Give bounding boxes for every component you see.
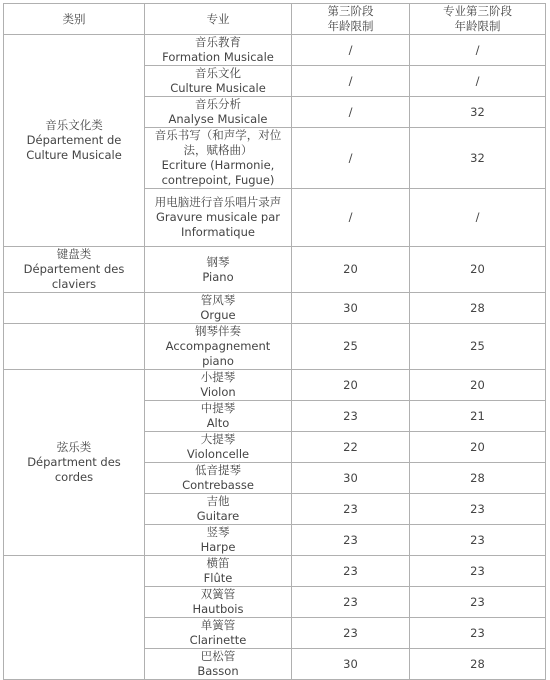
specialty-name-zh: 低音提琴 xyxy=(195,463,241,477)
category-cell xyxy=(4,324,145,370)
specialty-name-zh: 大提琴 xyxy=(200,432,236,446)
specialty-cell xyxy=(145,97,292,128)
specialty-stage3-age-limit: 28 xyxy=(410,649,546,680)
category-cell xyxy=(4,293,145,324)
header-stage3-line2: 年龄限制 xyxy=(327,19,374,33)
specialty-name-fr: Guitare xyxy=(196,509,240,523)
stage3-age-limit: 23 xyxy=(292,556,410,587)
specialty-name-zh: 吉他 xyxy=(206,494,230,508)
specialty-name-fr: Harpe xyxy=(200,540,236,554)
specialty-stage3-age-limit: 32 xyxy=(410,128,546,189)
specialty-stage3-age-limit: 20 xyxy=(410,247,546,293)
specialty-name-fr: Analyse Musicale xyxy=(168,112,268,126)
specialty-stage3-age-limit: / xyxy=(410,35,546,66)
specialty-stage3-age-limit: 20 xyxy=(410,432,546,463)
category-label: claviers xyxy=(51,277,97,291)
header-specialty-stage3-line1: 专业第三阶段 xyxy=(443,4,512,18)
specialty-cell xyxy=(145,370,292,401)
category-cell xyxy=(4,35,145,247)
specialty-cell xyxy=(145,463,292,494)
header-specialty-stage3-line2: 年龄限制 xyxy=(454,19,501,33)
specialty-name-fr: Clarinette xyxy=(189,633,247,647)
category-cell xyxy=(4,370,145,556)
specialty-stage3-age-limit: 32 xyxy=(410,97,546,128)
specialty-stage3-age-limit: 20 xyxy=(410,370,546,401)
specialty-name-zh: 用电脑进行音乐唱片录声 xyxy=(154,195,282,209)
table-row xyxy=(4,324,546,370)
stage3-age-limit: / xyxy=(292,35,410,66)
stage3-age-limit: / xyxy=(292,189,410,247)
table-row xyxy=(4,370,546,401)
category-label: Département des xyxy=(23,262,125,276)
specialty-name-zh: 音乐文化 xyxy=(195,66,241,80)
category-label: 键盘类 xyxy=(56,247,92,261)
specialty-name-fr: Flûte xyxy=(203,571,233,585)
specialty-cell xyxy=(145,189,292,247)
stage3-age-limit: 23 xyxy=(292,494,410,525)
stage3-age-limit: 20 xyxy=(292,247,410,293)
specialty-name-zh: 中提琴 xyxy=(200,401,236,415)
stage3-age-limit: / xyxy=(292,128,410,189)
specialty-name-zh: 音乐教育 xyxy=(195,35,241,49)
specialty-name-fr: Violoncelle xyxy=(186,447,250,461)
stage3-age-limit: 23 xyxy=(292,525,410,556)
header-stage3-line1: 第三阶段 xyxy=(327,4,374,18)
specialty-name-zh: 单簧管 xyxy=(200,618,236,632)
specialty-cell xyxy=(145,432,292,463)
specialty-cell xyxy=(145,128,292,189)
specialty-name-zh: 音乐分析 xyxy=(195,97,241,111)
stage3-age-limit: 23 xyxy=(292,587,410,618)
specialty-name-fr: Hautbois xyxy=(192,602,244,616)
specialty-name-zh: 双簧管 xyxy=(200,587,236,601)
specialty-name-fr: Alto xyxy=(206,416,230,430)
header-category-label: 类别 xyxy=(62,11,86,26)
specialty-name-fr: Culture Musicale xyxy=(170,81,266,95)
specialty-stage3-age-limit: 23 xyxy=(410,525,546,556)
category-label: 音乐文化类 xyxy=(45,118,103,132)
header-row xyxy=(4,4,546,35)
specialty-name-zh: 巴松管 xyxy=(200,649,236,663)
specialty-stage3-age-limit: 23 xyxy=(410,556,546,587)
specialty-name-zh: 横笛 xyxy=(206,556,230,570)
specialty-stage3-age-limit: 28 xyxy=(410,293,546,324)
header-specialty-stage3-age xyxy=(410,4,546,35)
age-limit-table xyxy=(3,3,546,680)
category-label: Départment des xyxy=(27,455,121,469)
specialty-name-fr: Ecriture (Harmonie, contrepoint, Fugue) xyxy=(161,158,275,187)
specialty-name-fr: Gravure musicale par Informatique xyxy=(155,210,281,239)
category-label: 弦乐类 xyxy=(56,440,92,454)
header-category xyxy=(4,4,145,35)
specialty-name-fr: Piano xyxy=(202,269,234,284)
stage3-age-limit: 30 xyxy=(292,649,410,680)
stage3-age-limit: 23 xyxy=(292,401,410,432)
specialty-stage3-age-limit: 28 xyxy=(410,463,546,494)
stage3-age-limit: 20 xyxy=(292,370,410,401)
specialty-name-fr: Basson xyxy=(197,664,239,678)
stage3-age-limit: / xyxy=(292,97,410,128)
specialty-name-fr: Formation Musicale xyxy=(162,50,274,64)
stage3-age-limit: 25 xyxy=(292,324,410,370)
category-label: Département de xyxy=(26,133,122,147)
specialty-stage3-age-limit: / xyxy=(410,66,546,97)
specialty-cell xyxy=(145,649,292,680)
specialty-name-fr: Violon xyxy=(200,385,236,399)
specialty-cell xyxy=(145,556,292,587)
table-container xyxy=(3,3,546,680)
stage3-age-limit: 30 xyxy=(292,293,410,324)
category-cell xyxy=(4,247,145,293)
specialty-stage3-age-limit: 23 xyxy=(410,494,546,525)
specialty-stage3-age-limit: 23 xyxy=(410,587,546,618)
specialty-name-fr: Contrebasse xyxy=(182,478,254,492)
specialty-cell xyxy=(145,35,292,66)
stage3-age-limit: 30 xyxy=(292,463,410,494)
specialty-name-zh: 钢琴伴奏 xyxy=(195,324,241,338)
table-row xyxy=(4,247,546,293)
specialty-name-zh: 音乐书写（和声学，对位法，赋格曲） xyxy=(154,128,282,157)
specialty-name-fr: Orgue xyxy=(200,308,236,322)
specialty-name-zh: 竖琴 xyxy=(206,525,230,539)
specialty-stage3-age-limit: / xyxy=(410,189,546,247)
specialty-name-zh: 钢琴 xyxy=(206,254,230,269)
specialty-cell xyxy=(145,587,292,618)
header-specialty xyxy=(145,4,292,35)
stage3-age-limit: / xyxy=(292,66,410,97)
header-specialty-label: 专业 xyxy=(206,11,230,26)
specialty-cell xyxy=(145,494,292,525)
specialty-cell xyxy=(145,247,292,293)
specialty-cell xyxy=(145,66,292,97)
category-label: Culture Musicale xyxy=(26,148,122,162)
specialty-cell xyxy=(145,401,292,432)
specialty-stage3-age-limit: 23 xyxy=(410,618,546,649)
specialty-name-zh: 管风琴 xyxy=(200,293,236,307)
specialty-cell xyxy=(145,293,292,324)
category-cell xyxy=(4,556,145,680)
stage3-age-limit: 22 xyxy=(292,432,410,463)
specialty-cell xyxy=(145,618,292,649)
table-body xyxy=(4,35,546,680)
category-label: cordes xyxy=(54,470,94,484)
table-row xyxy=(4,293,546,324)
specialty-cell xyxy=(145,525,292,556)
specialty-cell xyxy=(145,324,292,370)
header-stage3-age xyxy=(292,4,410,35)
stage3-age-limit: 23 xyxy=(292,618,410,649)
specialty-name-fr: Accompagnement piano xyxy=(165,339,271,368)
table-row xyxy=(4,35,546,66)
table-row xyxy=(4,556,546,587)
specialty-stage3-age-limit: 25 xyxy=(410,324,546,370)
specialty-stage3-age-limit: 21 xyxy=(410,401,546,432)
specialty-name-zh: 小提琴 xyxy=(200,370,236,384)
